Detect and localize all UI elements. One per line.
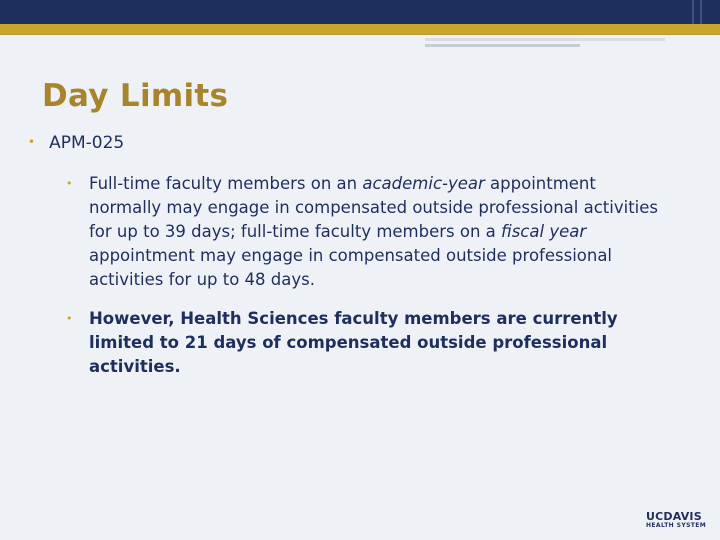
bullet-text: APM-025 (49, 133, 125, 153)
header-bar (0, 0, 720, 24)
bullet-level1 (28, 133, 124, 153)
bullet-level2-2 (66, 307, 666, 379)
emphasis-text: academic-year (362, 174, 485, 193)
accent-line (425, 38, 665, 41)
slide-title: Day Limits (42, 78, 229, 114)
bullet-dot-icon: • (66, 177, 73, 190)
gold-band (0, 24, 720, 34)
gold-band-line (0, 34, 720, 35)
bullet-dot-icon: • (28, 135, 36, 149)
bullet-text: However, Health Sciences faculty members are currently limited to 21 days of compensated outside professional activities. (89, 309, 618, 376)
header-divider (692, 0, 694, 24)
bullet-level2-1 (66, 172, 666, 292)
accent-line (425, 44, 580, 47)
uc-davis-logo (646, 510, 710, 536)
emphasis-text: fiscal year (501, 222, 587, 241)
logo-top: UCDAVIS (646, 510, 702, 523)
bullet-dot-icon: • (66, 312, 73, 325)
logo-bottom: HEALTH SYSTEM (646, 522, 707, 529)
header-divider (700, 0, 702, 24)
bullet-text: Full-time faculty members on an academic-year appointment normally may engage in compensated outside professional activities for up to 39 days; full-time faculty members on a fiscal year appointment may engage in compensated outside professional activities for up to 48 days. (89, 174, 659, 289)
